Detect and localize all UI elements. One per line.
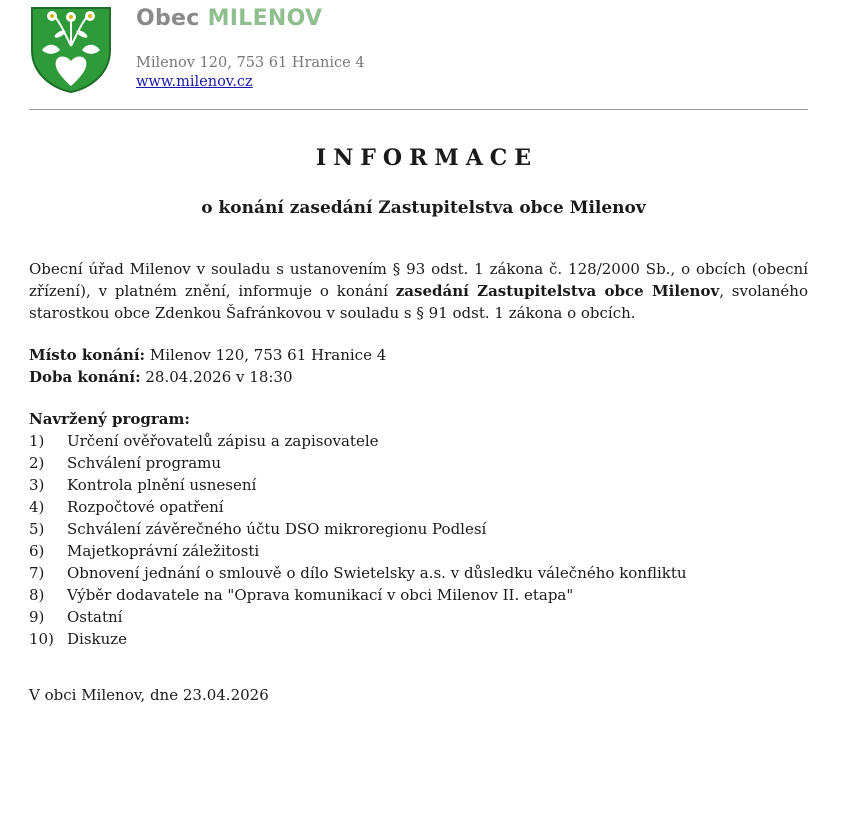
time-label: Doba konání:: [29, 368, 141, 386]
intro-text-2: , svolaného starostkou obce Zdenkou Šafránkovou v souladu s § 91 odst. 1 zákona o obcích.: [29, 282, 808, 322]
item-text: Rozpočtové opatření: [67, 498, 224, 516]
meeting-details: [29, 344, 808, 388]
item-number: 7): [29, 564, 45, 582]
meeting-time: [29, 366, 808, 388]
item-text: Schválení závěrečného účtu DSO mikroregionu Podlesí: [67, 520, 487, 538]
document-subtitle: o konání zasedání Zastupitelstva obce Milenov: [201, 198, 646, 218]
place-value: Milenov 120, 753 61 Hranice 4: [145, 346, 387, 364]
item-number: 10): [29, 630, 54, 648]
letterhead: [0, 0, 847, 112]
list-item: [29, 474, 808, 496]
brand-prefix: Obec: [136, 6, 200, 31]
item-number: 2): [29, 454, 45, 472]
item-number: 1): [29, 432, 45, 450]
list-item: [29, 540, 808, 562]
brand-name: MILENOV: [207, 6, 323, 31]
list-item: [29, 518, 808, 540]
list-item: [29, 584, 808, 606]
address-block: [136, 54, 365, 92]
item-text: Obnovení jednání o smlouvě o dílo Swietelsky a.s. v důsledku válečného konfliktu: [67, 564, 687, 582]
intro-text-bold: zasedání Zastupitelstva obce Milenov: [395, 282, 720, 300]
item-number: 6): [29, 542, 45, 560]
list-item: [29, 606, 808, 628]
document-body: [29, 258, 808, 706]
list-item: [29, 628, 808, 650]
item-number: 8): [29, 586, 45, 604]
coat-of-arms-icon: [30, 6, 112, 94]
item-number: 3): [29, 476, 45, 494]
place-label: Místo konání:: [29, 346, 146, 364]
item-text: Kontrola plnění usnesení: [67, 476, 257, 494]
address-line: Milenov 120, 753 61 Hranice 4: [136, 55, 365, 71]
item-number: 5): [29, 520, 45, 538]
item-number: 4): [29, 498, 45, 516]
time-value: 28.04.2026 v 18:30: [140, 368, 293, 386]
program-list: [29, 430, 808, 650]
item-number: 9): [29, 608, 45, 626]
item-text: Ostatní: [67, 608, 123, 626]
item-text: Určení ověřovatelů zápisu a zapisovatele: [67, 432, 379, 450]
closing-line: V obci Milenov, dne 23.04.2026: [29, 686, 269, 704]
list-item: [29, 496, 808, 518]
intro-paragraph: [29, 258, 808, 324]
item-text: Schválení programu: [67, 454, 222, 472]
intro-text-1: Obecní úřad Milenov v souladu s ustanovením § 93 odst. 1 zákona č. 128/2000 Sb., o obcích (obecní zřízení), v platném znění, informuje o konání: [29, 260, 808, 300]
item-text: Majetkoprávní záležitosti: [67, 542, 260, 560]
list-item: [29, 562, 808, 584]
list-item: [29, 430, 808, 452]
program-title: Navržený program:: [29, 410, 190, 428]
item-text: Výběr dodavatele na "Oprava komunikací v obci Milenov II. etapa": [67, 586, 574, 604]
municipality-name: [136, 6, 322, 31]
document-title: INFORMACE: [315, 145, 539, 171]
item-text: Diskuze: [67, 630, 128, 648]
website-link[interactable]: www.milenov.cz: [136, 74, 253, 90]
meeting-place: [29, 344, 808, 366]
header-divider: [29, 109, 808, 110]
list-item: [29, 452, 808, 474]
